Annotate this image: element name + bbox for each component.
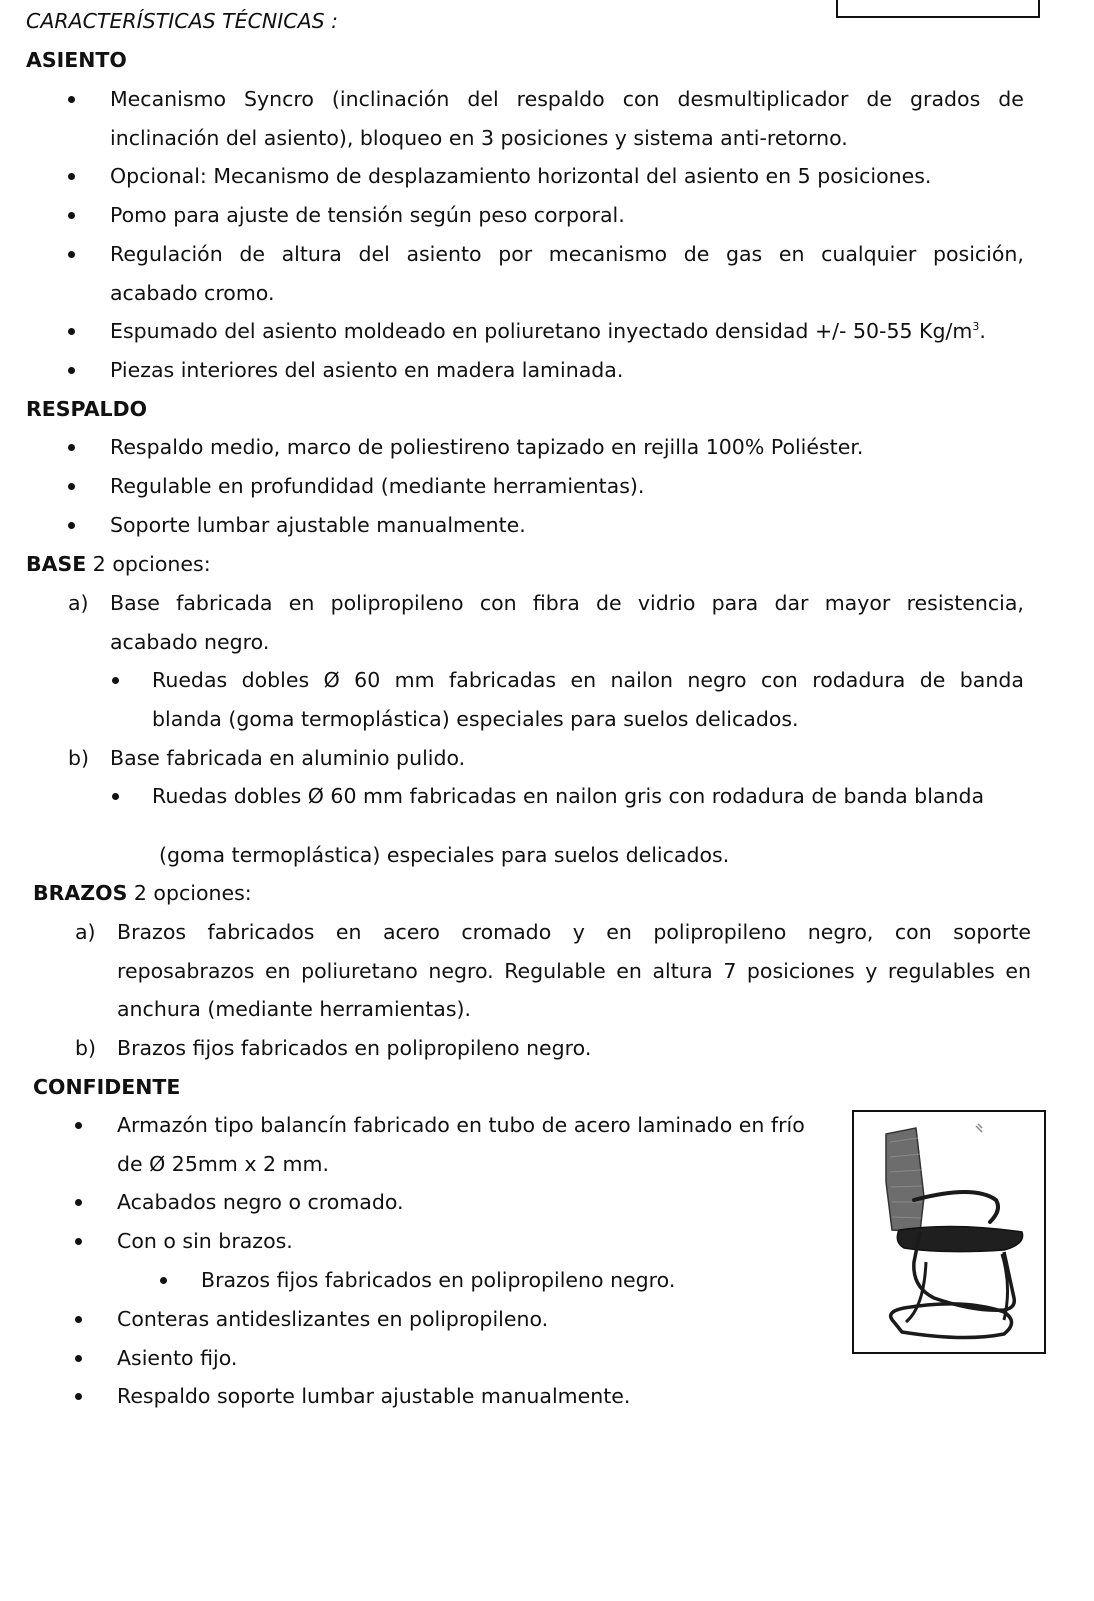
- bullet: [68, 367, 75, 374]
- confidente-item-2: Acabados negro o cromado.: [117, 1190, 404, 1214]
- brazos-option-a-marker: a): [75, 920, 96, 944]
- asiento-item-1-line-1: Mecanismo Syncro (inclinación del respaldo con desmultiplicador de grados de: [110, 87, 1024, 111]
- bullet: [68, 212, 75, 219]
- bullet: [112, 677, 119, 684]
- respaldo-item-3: Soporte lumbar ajustable manualmente.: [110, 513, 526, 537]
- bullet: [75, 1355, 82, 1362]
- bullet: [75, 1199, 82, 1206]
- bullet: [68, 522, 75, 529]
- section-heading-confidente: CONFIDENTE: [33, 1075, 181, 1099]
- base-option-a-line-2: acabado negro.: [110, 630, 270, 654]
- bullet: [68, 328, 75, 335]
- asiento-item-3: Pomo para ajuste de tensión según peso corporal.: [110, 203, 625, 227]
- base-option-a-sub-line-1: Ruedas dobles Ø 60 mm fabricadas en nailon negro con rodadura de banda: [152, 668, 1024, 692]
- confidente-item-3-sub: Brazos fijos fabricados en polipropileno negro.: [201, 1268, 676, 1292]
- bullet: [75, 1122, 82, 1129]
- respaldo-item-2: Regulable en profundidad (mediante herramientas).: [110, 474, 645, 498]
- asiento-item-4-line-2: acabado cromo.: [110, 281, 275, 305]
- asiento-item-6: Piezas interiores del asiento en madera laminada.: [110, 358, 624, 382]
- brazos-heading-suffix: 2 opciones:: [127, 881, 252, 905]
- cantilever-visitor-chair-image: [854, 1112, 1044, 1352]
- bullet: [68, 96, 75, 103]
- bullet: [68, 444, 75, 451]
- section-heading-brazos: [33, 881, 252, 905]
- asiento-item-4-line-1: Regulación de altura del asiento por mecanismo de gas en cualquier posición,: [110, 242, 1024, 266]
- asiento-item-1-line-2: inclinación del asiento), bloqueo en 3 posiciones y sistema anti-retorno.: [110, 126, 848, 150]
- section-heading-base: [26, 552, 211, 576]
- asiento-item-5-tail: .: [979, 319, 986, 343]
- confidente-item-5: Asiento fijo.: [117, 1346, 238, 1370]
- confidente-item-1-line-2: de Ø 25mm x 2 mm.: [117, 1152, 329, 1176]
- confidente-item-4: Conteras antideslizantes en polipropileno.: [117, 1307, 549, 1331]
- section-heading-respaldo: RESPALDO: [26, 397, 148, 421]
- base-option-a-marker: a): [68, 591, 89, 615]
- asiento-item-2: Opcional: Mecanismo de desplazamiento horizontal del asiento en 5 posiciones.: [110, 164, 932, 188]
- bullet: [75, 1238, 82, 1245]
- base-option-b-marker: b): [68, 746, 90, 770]
- chair-image-frame: [852, 1110, 1046, 1354]
- brazos-option-a-line-2: reposabrazos en poliuretano negro. Regulable en altura 7 posiciones y regulables en: [117, 959, 1031, 983]
- respaldo-item-1: Respaldo medio, marco de poliestireno tapizado en rejilla 100% Poliéster.: [110, 435, 864, 459]
- base-option-b-line-1: Base fabricada en aluminio pulido.: [110, 746, 466, 770]
- confidente-item-1-line-1: Armazón tipo balancín fabricado en tubo de acero laminado en frío: [117, 1113, 805, 1137]
- bullet: [68, 251, 75, 258]
- brazos-option-a-line-1: Brazos fabricados en acero cromado y en polipropileno negro, con soporte: [117, 920, 1031, 944]
- base-option-a-sub-line-2: blanda (goma termoplástica) especiales para suelos delicados.: [152, 707, 799, 731]
- brazos-option-a-line-3: anchura (mediante herramientas).: [117, 997, 472, 1021]
- brazos-option-b-marker: b): [75, 1036, 97, 1060]
- base-option-a-line-1: Base fabricada en polipropileno con fibra de vidrio para dar mayor resistencia,: [110, 591, 1024, 615]
- section-heading-asiento: ASIENTO: [26, 48, 127, 72]
- brazos-option-b-line-1: Brazos fijos fabricados en polipropileno negro.: [117, 1036, 592, 1060]
- bullet: [75, 1393, 82, 1400]
- base-heading-bold: BASE: [26, 552, 87, 576]
- confidente-item-6: Respaldo soporte lumbar ajustable manualmente.: [117, 1384, 631, 1408]
- bullet: [68, 483, 75, 490]
- superscript-3: 3: [972, 320, 980, 334]
- asiento-item-5-text: Espumado del asiento moldeado en poliuretano inyectado densidad +/- 50-55 Kg/m: [110, 319, 973, 343]
- base-option-b-sub-line-1: Ruedas dobles Ø 60 mm fabricadas en nailon gris con rodadura de banda blanda: [152, 784, 985, 808]
- confidente-item-3: Con o sin brazos.: [117, 1229, 293, 1253]
- brazos-heading-bold: BRAZOS: [33, 881, 128, 905]
- bullet: [112, 793, 119, 800]
- bullet: [160, 1277, 167, 1284]
- base-heading-suffix: 2 opciones:: [86, 552, 211, 576]
- base-option-b-sub-line-2: (goma termoplástica) especiales para suelos delicados.: [159, 843, 730, 867]
- asiento-item-5: [110, 319, 986, 343]
- page-title: CARACTERÍSTICAS TÉCNICAS :: [26, 9, 339, 33]
- bullet: [68, 173, 75, 180]
- bullet: [75, 1316, 82, 1323]
- top-image-frame: [836, 0, 1040, 18]
